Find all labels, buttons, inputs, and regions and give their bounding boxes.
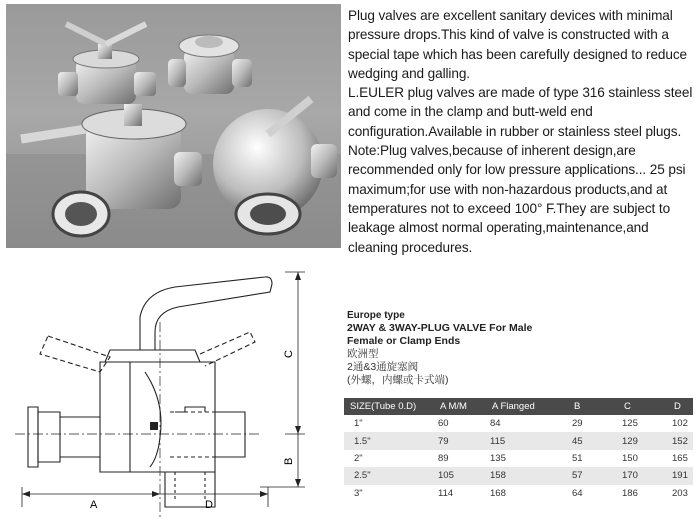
- valve-top-left: [58, 24, 156, 104]
- cell-a-mm: 60: [438, 418, 449, 430]
- cell-c: 150: [622, 452, 638, 464]
- cell-size: 2.5": [344, 467, 434, 484]
- cell-b: 29: [572, 418, 583, 430]
- dimension-label-d: D: [205, 499, 213, 511]
- title-line-2: 2WAY & 3WAY-PLUG VALVE For Male: [347, 322, 533, 334]
- dimensions-table: [344, 398, 693, 502]
- table-row: [344, 450, 693, 467]
- cell-size: 3": [354, 487, 363, 499]
- cell-d: 203: [672, 487, 688, 499]
- table-row: [344, 432, 693, 449]
- valve-dimension-drawing: [0, 262, 340, 520]
- header-a-mm: A M/M: [434, 398, 486, 415]
- cell-d: 152: [668, 432, 693, 449]
- cell-a-flanged: 115: [486, 432, 568, 449]
- cell-b: 64: [572, 487, 583, 499]
- description-paragraph-2: L.EULER plug valves are made of type 316 stainless steel and come in the clamp and butt-weld end configuration.Available in rubber or stainless steel plugs.: [348, 85, 693, 139]
- cell-d: 102: [672, 418, 688, 430]
- header-d: D: [668, 398, 693, 415]
- title-chinese-1: 欧洲型: [347, 348, 379, 360]
- description-paragraph-1: Plug valves are excellent sanitary devices with minimal pressure drops.This kind of valve is constructed with a special tape which has been carefully designed to reduce wedging and galling.: [348, 8, 687, 81]
- cell-a-mm: 79: [434, 432, 486, 449]
- cell-a-mm: 89: [438, 452, 449, 464]
- title-chinese-2: 2通&3通旋塞阀: [347, 361, 419, 373]
- cell-c: 125: [622, 418, 638, 430]
- cell-d: 191: [668, 467, 693, 484]
- header-a-flanged: A Flanged: [486, 398, 568, 415]
- spec-title-block: [347, 309, 597, 387]
- dimension-label-c: C: [283, 350, 295, 358]
- title-line-3: Female or Clamp Ends: [347, 335, 461, 347]
- header-b: B: [568, 398, 618, 415]
- cell-b: 57: [568, 467, 618, 484]
- valve-top-middle: [168, 35, 252, 94]
- cell-a-flanged: 84: [490, 418, 501, 430]
- cell-a-flanged: 158: [486, 467, 568, 484]
- header-size: SIZE(Tube 0.D): [344, 398, 434, 415]
- valves-illustration: [6, 4, 341, 248]
- table-row: [344, 485, 693, 502]
- title-chinese-3: (外螺，内螺或卡式端): [347, 374, 449, 386]
- cell-b: 51: [572, 452, 583, 464]
- cell-size: 2": [354, 452, 363, 464]
- cell-size: 1": [354, 418, 363, 430]
- cell-a-mm: 114: [438, 487, 454, 499]
- product-description: [348, 6, 696, 257]
- cell-c: 186: [622, 487, 638, 499]
- cell-a-flanged: 168: [490, 487, 506, 499]
- dimension-label-b: B: [283, 457, 295, 465]
- cell-size: 1.5": [344, 432, 434, 449]
- cell-b: 45: [568, 432, 618, 449]
- cell-a-mm: 105: [434, 467, 486, 484]
- dimension-label-a: A: [90, 499, 98, 511]
- table-row: [344, 415, 693, 432]
- description-paragraph-3: Note:Plug valves,because of inherent design,are recommended only for low pressure applications... 25 psi maximum;for use with non-hazardous products,and at temperatures not to exceed 100° F.They are subject to leakage almost normal operating,maintenance,and cleaning procedures.: [348, 143, 686, 255]
- technical-drawing: [0, 262, 340, 520]
- header-c: C: [618, 398, 668, 415]
- table-row: [344, 467, 693, 484]
- cell-a-flanged: 135: [490, 452, 506, 464]
- title-line-1: Europe type: [347, 310, 405, 321]
- cell-c: 170: [618, 467, 668, 484]
- table-header-row: [344, 398, 693, 415]
- product-photo: [6, 4, 341, 248]
- cell-c: 129: [618, 432, 668, 449]
- cell-d: 165: [672, 452, 688, 464]
